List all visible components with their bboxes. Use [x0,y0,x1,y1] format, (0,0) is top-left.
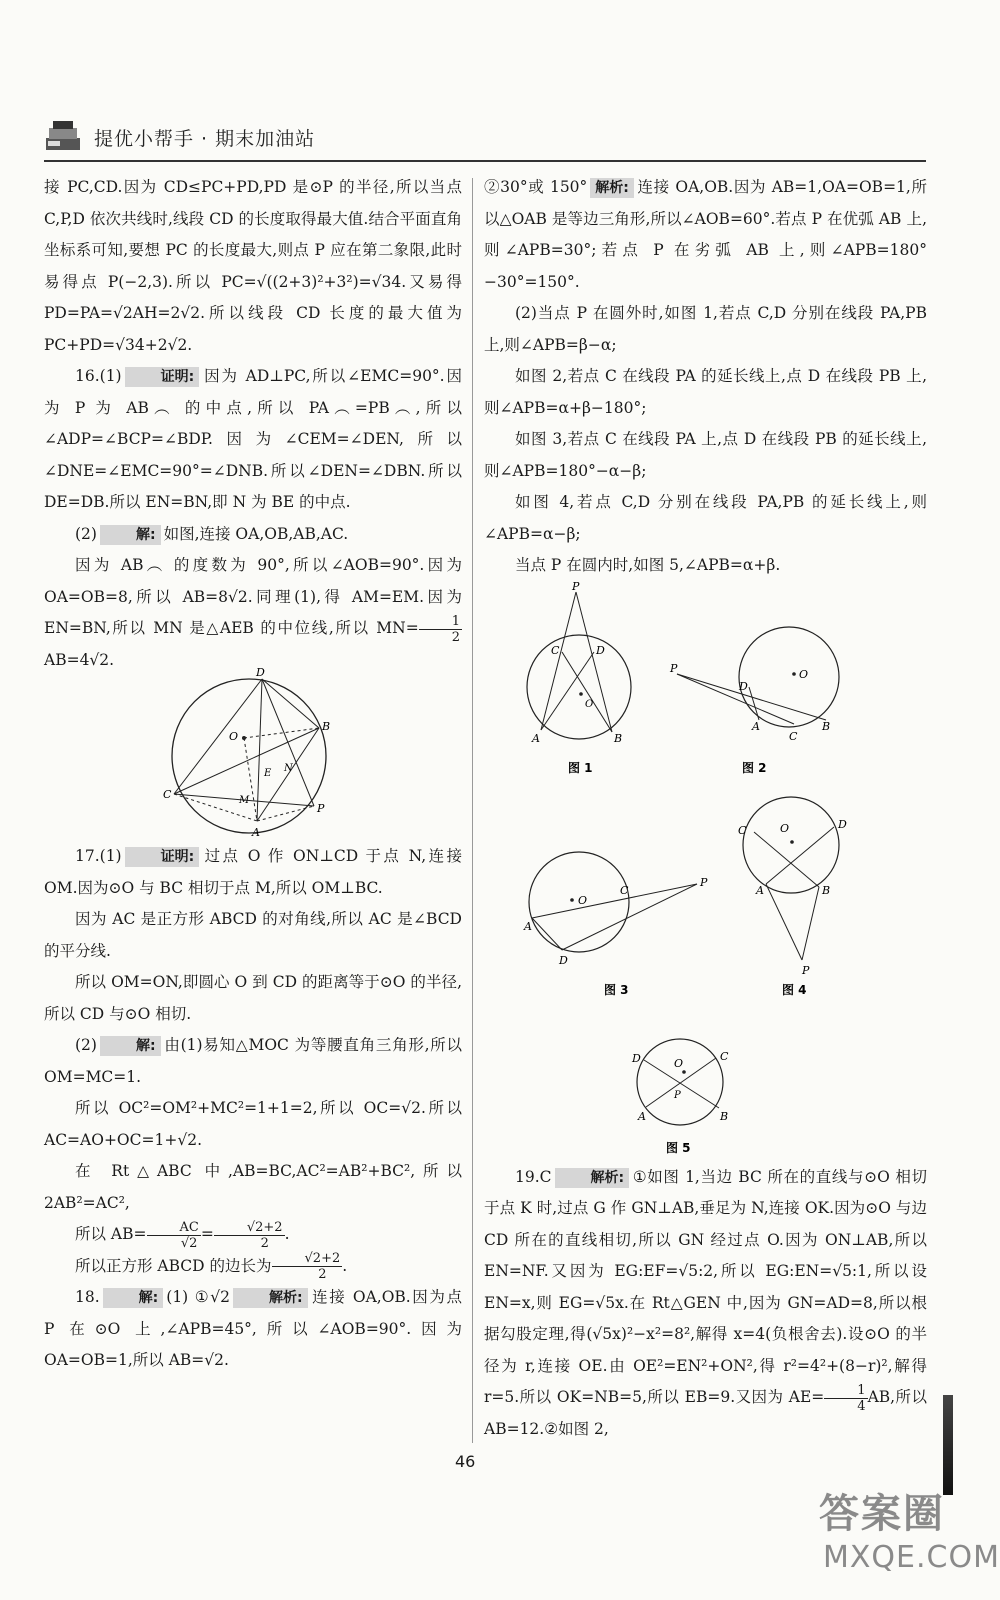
period: . [342,1256,348,1275]
column-divider [472,178,473,1443]
q17-part1 [44,841,462,904]
q18-part2-fig4: 如图 4,若点 C,D 分别在线段 PA,PB 的延长线上,则∠APB=α−β; [484,493,927,543]
period: . [284,1225,290,1243]
solution-tag: 解: [103,1288,164,1308]
fig1-caption: 图 1 [568,760,593,775]
fig5-label-p: P [674,1089,681,1101]
q19-text [484,1162,927,1446]
watermark-line1: 答案圈 [819,1491,945,1537]
fig3-label-c: C [620,883,629,897]
fraction-numerator: 1 [824,1383,867,1399]
q16-number: 16.(1) [75,367,122,385]
label-o: O [229,730,239,743]
figure-3 [523,852,708,997]
q17-paragraph-6: 在 Rt△ABC 中,AB=BC,AC²=AB²+BC²,所以 2AB²=AC², [44,1162,462,1212]
fig3-label-a: A [524,919,532,933]
header-rule [44,160,926,162]
q18-part1 [44,1282,462,1377]
watermark-line2: MXQE.COM [823,1540,1000,1575]
q16-part2-body-text: 因为 AB︵ 的度数为 90°,所以∠AOB=90°.因为 OA=OB=8,所以 AB=8√2.同理(1),得 AM=EM.因为 EN=BN,所以 MN 是△AEB 的中位线,所以 MN= [44,556,462,637]
fig4-label-b: B [822,883,831,897]
fig5-label-a: A [638,1109,646,1123]
q17-paragraph-3: 所以 OM=ON,即圆心 O 到 CD 的距离等于⊙O 的半径,所以 CD 与⊙O 相切. [44,973,462,1023]
q17-part2-text: 由(1)易知△MOC 为等腰直角三角形,所以 OM=MC=1. [44,1036,462,1086]
label-d: D [256,666,265,679]
figure-2 [669,627,839,775]
q17-paragraph-2: 因为 AC 是正方形 ABCD 的对角线,所以 AC 是∠BCD 的平分线. [44,910,462,960]
fig5-label-d: D [632,1051,641,1065]
fraction-denominator: 2 [260,1235,269,1251]
fig4-label-c: C [738,823,747,837]
q18-part2-fig2: 如图 2,若点 C 在线段 PA 的延长线上,点 D 在线段 PB 上,则∠APB=α+β−180°; [484,367,927,417]
fraction-denominator: 4 [857,1398,866,1414]
fig1-label-b: B [614,731,623,745]
proof-tag: 证明: [125,367,200,387]
q17-p8-text: 所以正方形 ABCD 的边长为 [75,1256,272,1275]
fraction-quarter [824,1383,867,1414]
q18-number: 18. [75,1288,100,1306]
left-column [44,172,462,1377]
q18-answer-2: ②30°或 150° [484,178,588,196]
page-header [44,118,924,162]
figure-4 [738,797,847,997]
q16-diagram [44,666,462,841]
label-m: M [239,795,250,806]
fig4-label-a: A [756,883,764,897]
fig3-label-o: O [578,893,588,907]
fig1-label-p: P [572,579,580,593]
q18-part2-fig5: 当点 P 在圆内时,如图 5,∠APB=α+β. [515,556,781,574]
q19-number: 19.C [515,1167,552,1186]
fig1-label-c: C [551,643,560,657]
q17-paragraph-5: 所以 OC²=OM²+MC²=1+1=2,所以 OC=√2.所以 AC=AO+OC=1+√2. [44,1099,462,1149]
fig5-caption: 图 5 [666,1140,691,1155]
q16-part1-text: 因为 AD⊥PC,所以∠EMC=90°.因为 P 为 AB︵ 的中点,所以 PA︵=PB︵,所以∠ADP=∠BCP=∠BDP.因为∠CEM=∠DEN,所以∠DNE=∠EMC=90°=∠DNB.所以∠DEN=∠DBN.所以 DE=DB.所以 EN=BN,即 N 为 BE 的中点. [44,367,462,511]
fig4-label-d: D [838,817,847,831]
fraction-half [419,614,462,645]
label-a: A [252,826,260,839]
q18-answer: (1) ①√2 [166,1288,230,1306]
q16-part1 [44,361,462,519]
proof-tag: 证明: [125,847,200,867]
fig4-label-p: P [802,963,810,977]
q18-text: 连接 OA,OB.因为点 P 在⊙O 上,∠APB=45°,所以∠AOB=90°.因为 OA=OB=1,所以 AB=√2. [44,1288,462,1369]
q19-body: ①如图 1,当边 BC 所在的直线与⊙O 相切于点 K 时,过点 G 作 GN⊥AB,垂足为 N,连接 OK.因为⊙O 与边 CD 所在的直线相切,所以 GN 经过点 O.因为 ON⊥AB,所以 EN=NF.又因为 EG:EF=√5:2,所以 EG:EN=√5:1,所以设 EN=x,则 EG=√5x.在 Rt△GEN 中,因为 GN=AD=8,所以根据勾股定理,得(√5x)²−x²=8²,解得 x=4(负根舍去).设⊙O 的半径为 r,连接 OE.由 OE²=EN²+ON²,得 r²=4²+(8−r)²,解得 r=5.所以 OK=NB=5,所以 EB=9.又因为 AE= [484,1167,927,1406]
label-p: P [317,802,325,815]
fig1-label-o: O [585,698,594,710]
fraction-numerator: √2+2 [272,1251,343,1267]
analysis-tag: 解析: [555,1168,630,1188]
label-c: C [163,788,172,801]
fraction-ac-root2 [147,1220,201,1251]
fig2-label-c: C [789,729,798,743]
q16-part2 [44,519,462,551]
label-b: B [322,720,331,733]
fig1-label-a: A [532,731,540,745]
fig2-label-d: D [739,679,748,693]
label-n: N [284,763,293,774]
q17-part2 [44,1030,462,1093]
q16-part2-body [44,550,462,676]
fraction-numerator: √2+2 [214,1220,285,1236]
fig4-caption: 图 4 [782,982,807,997]
q17-part1-text: 过点 O 作 ON⊥CD 于点 N,连接 OM.因为⊙O 与 BC 相切于点 M,所以 OM⊥BC. [44,847,462,897]
right-column [484,172,927,1445]
fraction-denominator: 2 [451,629,460,645]
equals-sign: = [200,1225,214,1243]
fraction-numerator: AC [147,1220,201,1236]
q17-part2-number: (2) [75,1036,97,1054]
fig5-label-b: B [720,1109,729,1123]
fig4-label-o: O [780,821,790,835]
watermark-logo [819,1482,1000,1592]
q17-paragraph-8 [44,1251,462,1283]
fraction-denominator: 2 [318,1267,327,1282]
q16-part2-text: 如图,连接 OA,OB,AB,AC. [163,524,349,543]
fraction-side-length [272,1251,343,1282]
fig5-label-c: C [720,1049,729,1063]
q17-p7-text: 所以 AB= [75,1225,147,1243]
fig5-label-o: O [674,1056,684,1070]
page-number: 46 [455,1452,476,1471]
q16-part2-body-end: AB=4√2. [44,650,115,669]
fraction-numerator: 1 [419,614,462,630]
q18-part2-fig1: (2)当点 P 在圆外时,如图 1,若点 C,D 分别在线段 PA,PB 上,则∠APB=β−α; [484,304,927,354]
q16-part2-number: (2) [75,524,97,543]
page-edge-mark [943,1395,953,1495]
fig2-caption: 图 2 [742,760,767,775]
figure-5 [631,1039,729,1155]
fig2-label-p: P [670,661,678,675]
analysis-tag: 解析: [233,1288,308,1308]
fig2-label-a: A [752,719,760,733]
fig3-label-d: D [559,953,568,967]
analysis-tag: 解析: [590,178,634,198]
q18-analysis-text: 连接 OA,OB.因为 AB=1,OA=OB=1,所以△OAB 是等边三角形,所以∠AOB=60°.若点 P 在优弧 AB 上,则∠APB=30°;若点 P 在劣弧 AB 上,则∠APB=180°−30°=150°. [484,178,927,291]
fig1-label-d: D [596,643,605,657]
q18-part2-fig3: 如图 3,若点 C 在线段 PA 上,点 D 在线段 PB 的延长线上,则∠APB=180°−α−β; [484,430,927,480]
solution-tag: 解: [100,1036,161,1056]
fraction-denominator: √2 [180,1235,198,1251]
fig2-label-o: O [799,667,809,681]
book-stack-icon [44,120,82,154]
figure-1 [527,580,631,775]
q19-body-end: AB,所以 AB=12.②如图 2, [484,1388,927,1438]
fig3-caption: 图 3 [604,982,629,997]
fig3-label-p: P [700,875,708,889]
header-title: 提优小帮手 · 期末加油站 [94,128,316,150]
paragraph-cd-max: 接 PC,CD.因为 CD≤PC+PD,PD 是⊙P 的半径,所以当点 C,P,D 依次共线时,线段 CD 的长度取得最大值.结合平面直角坐标系可知,要想 PC 的长度最大,则点 P 应在第二象限,此时易得点 P(−2,3).所以 PC=√((2+3)²+3²)=√34.又易得 PD=PA=√2AH=2√2.所以线段 CD 长度的最大值为 PC+PD=√34+2√2. [44,178,462,354]
q18-part1-continued [484,172,927,298]
solution-tag: 解: [100,525,161,545]
q17-paragraph-7 [44,1219,462,1251]
q17-number: 17.(1) [75,847,122,865]
fig2-label-b: B [822,719,831,733]
fraction-result [214,1220,285,1251]
figures-1-5 [484,579,927,1162]
label-e: E [264,768,272,779]
